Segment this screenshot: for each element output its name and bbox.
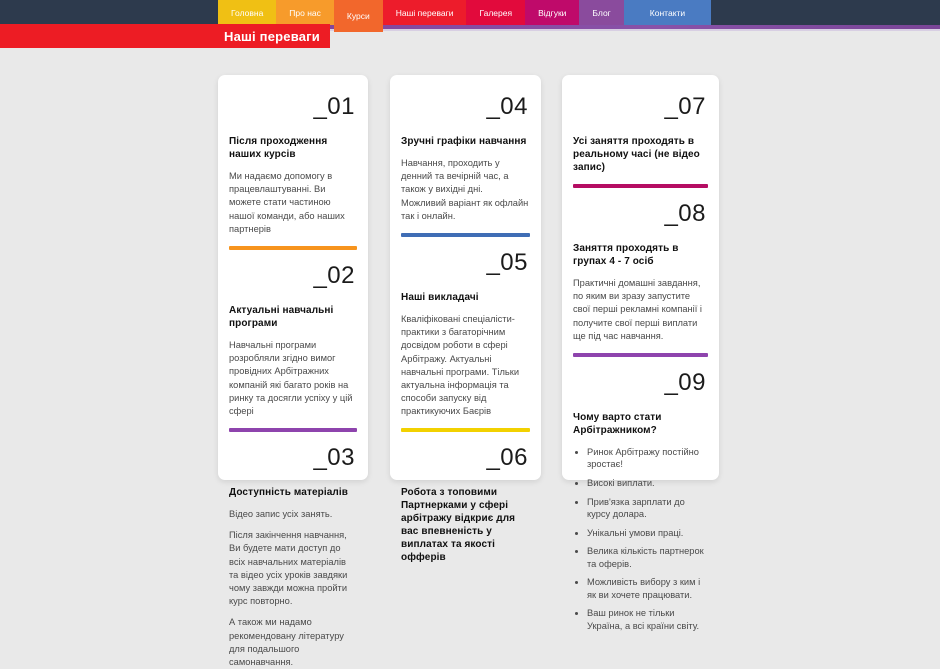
nav-tab-6[interactable] <box>525 0 579 25</box>
item-heading: Доступність матеріалів <box>229 487 348 499</box>
nav-tab-5[interactable] <box>466 0 525 25</box>
nav-tab-2[interactable] <box>276 0 334 25</box>
item-bullet-list <box>578 446 708 633</box>
item-number: _07 <box>664 93 706 120</box>
item-paragraph: Після закінчення навчання, Ви будете мати доступ до всіх навчальних матеріалів та відео усіх уроків завдяки чому завжди можна пройти курс повторно. <box>229 530 348 607</box>
nav-tab-label: Галерея <box>479 7 513 18</box>
item-number: _02 <box>313 261 355 289</box>
item-divider <box>401 428 530 432</box>
item-paragraph: Кваліфіковані спеціалісти-практики з багаторічним досвідом роботи в сфері Арбітражу. Актуальні навчальні програми. Тільки актуальна інформація та способи запуску від практикуючих Баєрів <box>401 313 520 417</box>
nav-tab-4[interactable] <box>383 0 467 25</box>
item-bullet: • Велика кількість партнерок та оферів. <box>587 545 708 570</box>
item-bullet: • Унікальні умови праці. <box>587 527 708 540</box>
item-paragraph: А також ми надамо рекомендовану літературу для подальшого самонавчання. <box>229 617 344 667</box>
item-heading: Робота з топовими Партнерками у сфері арбітражу відкриє для вас впевненість у виплатах та якості офферів <box>401 487 516 564</box>
item-heading: Чому варто стати Арбітражником? <box>573 411 662 436</box>
item-paragraph: Практичні домашні завдання, по яким ви зразу запустите свої перші рекламні компанії і получите свої перші виплати ще під час навчання. <box>573 278 702 341</box>
advantage-card-1 <box>218 75 368 667</box>
item-heading: Актуальні навчальні програми <box>229 304 334 329</box>
nav-tab-label: Наші переваги <box>395 7 454 18</box>
nav-tab-3[interactable] <box>334 0 383 32</box>
nav-tab-label: Відгуки <box>538 7 567 18</box>
item-paragraph: Відео запис усіх занять. <box>229 509 333 520</box>
item-number: _01 <box>313 93 355 120</box>
nav-tab-8[interactable] <box>624 0 711 25</box>
item-divider <box>229 428 357 432</box>
advantage-card-2 <box>390 75 541 564</box>
item-divider <box>573 353 708 357</box>
nav-tab-label: Контакти <box>649 7 686 18</box>
item-number: _06 <box>486 444 528 472</box>
nav-tab-7[interactable] <box>579 0 623 25</box>
item-bullet: • Ринок Арбітражу постійно зростає! <box>587 446 708 471</box>
item-heading: Усі заняття проходять в реальному часі (не відео запис) <box>573 136 700 173</box>
item-paragraph: Навчальні програми розробляли згідно вимог провідних Арбітражних компаній які багато років на ринку та досягли успіху у цій сфері <box>229 339 353 416</box>
nav-tab-label: Головна <box>231 7 264 18</box>
item-number: _09 <box>664 368 706 396</box>
advantage-card-3 <box>562 75 719 631</box>
item-paragraph: Навчання, проходить у денний та вечірній час, а також у вихідні дні. Можливий варіант як офлайн так і онлайн. <box>401 158 529 221</box>
nav-tab-label: Курси <box>346 11 370 21</box>
item-number: _08 <box>664 200 706 227</box>
page-title-ribbon <box>0 24 330 48</box>
item-bullet: • Прив'язка зарплати до курсу долара. <box>587 496 708 521</box>
item-bullet: • Високі виплати. <box>587 477 708 490</box>
item-heading: Заняття проходять в групах 4 - 7 осіб <box>573 243 679 267</box>
item-bullet: • Ваш ринок не тільки Україна, а всі країни світу. <box>587 607 708 632</box>
top-nav-bar <box>0 0 940 25</box>
item-number: _03 <box>313 444 355 472</box>
item-heading: Зручні графіки навчання <box>401 136 527 147</box>
item-heading: Після проходження наших курсів <box>229 136 328 160</box>
item-bullet: • Можливість вибору з ким і як ви хочете працювати. <box>587 576 708 601</box>
item-number: _04 <box>486 93 528 120</box>
advantages-grid <box>0 75 940 667</box>
item-paragraph: Ми надаємо допомогу в працевлаштуванні. Ви можете стати частиною нашої команди, або наших партнерів <box>229 171 345 234</box>
item-divider <box>401 233 530 237</box>
nav-tab-1[interactable] <box>218 0 276 25</box>
page-title: Наші переваги <box>224 28 320 44</box>
item-heading: Наші викладачі <box>401 291 479 303</box>
item-divider <box>573 184 708 188</box>
nav-tab-label: Блог <box>592 7 611 18</box>
item-number: _05 <box>486 248 528 276</box>
item-divider <box>229 246 357 250</box>
nav-tab-label: Про нас <box>289 7 321 18</box>
